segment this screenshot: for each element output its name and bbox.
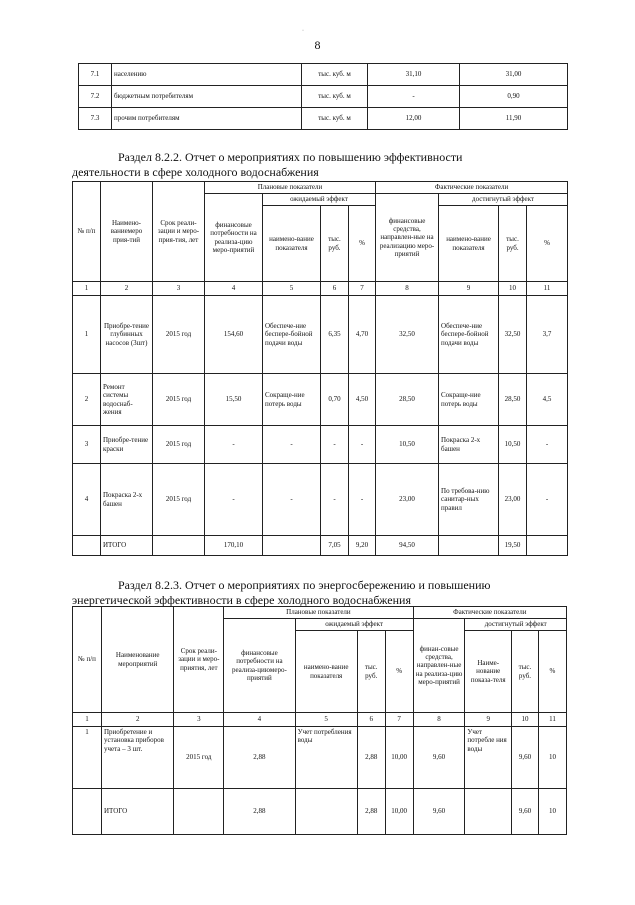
cell: 32,50 <box>376 296 439 374</box>
cell: 9,60 <box>512 789 539 835</box>
table-row <box>79 86 568 108</box>
consumption-table <box>78 63 568 130</box>
cell: Сокраще-ние потерь воды <box>439 374 499 426</box>
header-expected: ожидаемый эффект <box>263 194 376 206</box>
total-label: ИТОГО <box>101 789 173 835</box>
cell: 94,50 <box>376 536 439 556</box>
header-exp-name: наимено-вание показателя <box>295 631 357 713</box>
header-plan-group: Плановые показатели <box>224 607 413 619</box>
col-number: 7 <box>385 713 413 727</box>
header-achieved: достигнутый эффект <box>439 194 568 206</box>
energy-table <box>72 606 567 835</box>
col-number: 10 <box>499 282 527 296</box>
section-823-heading-line2: энергетической эффективности в сфере холодного водоснабжения <box>72 593 411 607</box>
table-row <box>73 464 568 536</box>
cell: 0,70 <box>321 374 349 426</box>
table-row <box>79 108 568 130</box>
header-achieved: достигнутый эффект <box>465 619 567 631</box>
header-fact-fin: финансовые средства, направлен-ные на реализацию меро-приятий <box>376 194 439 282</box>
col-number: 10 <box>512 713 539 727</box>
cell: Приобре-тение краски <box>101 426 153 464</box>
cell: Учет потребле ния воды <box>465 727 512 789</box>
cell <box>174 789 224 835</box>
cell: - <box>349 464 376 536</box>
header-exp-rub: тыс. руб. <box>321 206 349 282</box>
cell: 10 <box>538 727 566 789</box>
header-ach-rub: тыс. руб. <box>512 631 539 713</box>
header-plan-group: Плановые показатели <box>205 182 376 194</box>
header-name: Наименование мероприятий <box>101 607 173 713</box>
cell: 2015 год <box>153 426 205 464</box>
row-plan: - <box>368 86 460 108</box>
cell: - <box>205 426 263 464</box>
row-num: 7.1 <box>79 64 112 86</box>
header-exp-pct: % <box>349 206 376 282</box>
cell: Приобре-тение глубинных насосов (3шт) <box>101 296 153 374</box>
col-number: 11 <box>527 282 568 296</box>
page-number: 8 <box>314 38 321 52</box>
cell: 9,60 <box>413 789 465 835</box>
header-plan-fin: финансовые потребности на реализа-циюмеро-приятий <box>224 619 295 713</box>
cell: 2,88 <box>224 727 295 789</box>
cell: 2,88 <box>357 727 385 789</box>
cell: - <box>321 426 349 464</box>
row-unit: тыс. куб. м <box>302 108 368 130</box>
cell: - <box>349 426 376 464</box>
cell: 4 <box>73 464 101 536</box>
cell: 32,50 <box>499 296 527 374</box>
cell: 10,00 <box>385 789 413 835</box>
row-fact: 0,90 <box>460 86 568 108</box>
cell: Ремонт системы водоснаб-жения <box>101 374 153 426</box>
cell: 10,00 <box>385 727 413 789</box>
column-number-row <box>73 282 568 296</box>
col-number: 8 <box>376 282 439 296</box>
header-num: № п/п <box>73 182 101 282</box>
row-name: прочим потребителям <box>112 108 302 130</box>
cell: Обеспече-ние беспере-бойной подачи воды <box>439 296 499 374</box>
cell: 19,50 <box>499 536 527 556</box>
header-ach-name: наимено-вание показателя <box>439 206 499 282</box>
header-fact-fin: финан-совые средства, направлен-ные на реализа-цию меро-приятий <box>413 619 465 713</box>
header-ach-name: Наиме-нование показа-теля <box>465 631 512 713</box>
col-number: 7 <box>349 282 376 296</box>
row-fact: 11,90 <box>460 108 568 130</box>
col-number: 4 <box>205 282 263 296</box>
cell: 4,70 <box>349 296 376 374</box>
cell: 9,60 <box>413 727 465 789</box>
cell: 2015 год <box>153 374 205 426</box>
cell: 9,60 <box>512 727 539 789</box>
table-row <box>79 64 568 86</box>
header-fact-group: Фактические показатели <box>413 607 566 619</box>
header-exp-name: наимено-вание показателя <box>263 206 321 282</box>
total-row <box>73 536 568 556</box>
col-number: 6 <box>357 713 385 727</box>
cell: - <box>205 464 263 536</box>
cell: 23,00 <box>376 464 439 536</box>
cell: 7,05 <box>321 536 349 556</box>
cell: 23,00 <box>499 464 527 536</box>
cell: - <box>321 464 349 536</box>
col-number: 1 <box>73 282 101 296</box>
cell: 9,20 <box>349 536 376 556</box>
table-row <box>73 727 567 789</box>
section-823-heading: Раздел 8.2.3. Отчет о мероприятиях по энергосбережению и повышению <box>118 578 491 592</box>
row-unit: тыс. куб. м <box>302 86 368 108</box>
cell: Учет потребления воды <box>295 727 357 789</box>
cell: 6,35 <box>321 296 349 374</box>
header-exp-rub: тыс. руб. <box>357 631 385 713</box>
col-number: 9 <box>465 713 512 727</box>
col-number: 3 <box>153 282 205 296</box>
section-822-heading: Раздел 8.2.2. Отчет о мероприятиях по повышению эффективности <box>118 150 463 164</box>
col-number: 3 <box>174 713 224 727</box>
cell: - <box>263 426 321 464</box>
row-plan: 31,10 <box>368 64 460 86</box>
header-expected: ожидаемый эффект <box>295 619 413 631</box>
cell: Сокраще-ние потерь воды <box>263 374 321 426</box>
cell: 4,50 <box>349 374 376 426</box>
table-row <box>73 296 568 374</box>
header-name: Наимено-ваниемеро прия-тий <box>101 182 153 282</box>
cell <box>263 536 321 556</box>
cell: 4,5 <box>527 374 568 426</box>
col-number: 5 <box>295 713 357 727</box>
cell: Обеспече-ние беспере-бойной подачи воды <box>263 296 321 374</box>
header-term: Срок реали-зации и меро-приятия, лет <box>174 607 224 713</box>
cell: Покраска 2-х башен <box>439 426 499 464</box>
cell: 3 <box>73 426 101 464</box>
col-number: 2 <box>101 282 153 296</box>
col-number: 6 <box>321 282 349 296</box>
cell: - <box>263 464 321 536</box>
cell: Покраска 2-х башен <box>101 464 153 536</box>
header-ach-rub: тыс. руб. <box>499 206 527 282</box>
cell <box>439 536 499 556</box>
cell: 3,7 <box>527 296 568 374</box>
row-plan: 12,00 <box>368 108 460 130</box>
row-fact: 31,00 <box>460 64 568 86</box>
cell: 2 <box>73 374 101 426</box>
cell: 15,50 <box>205 374 263 426</box>
header-ach-pct: % <box>527 206 568 282</box>
row-name: населению <box>112 64 302 86</box>
cell: 1 <box>73 296 101 374</box>
cell: 2015 год <box>153 464 205 536</box>
cell: 10,50 <box>376 426 439 464</box>
header-term: Срок реали-зации и меро-прия-тия, лет <box>153 182 205 282</box>
cell: 2015 год <box>174 727 224 789</box>
table-row <box>73 426 568 464</box>
cell: - <box>527 426 568 464</box>
cell: 28,50 <box>376 374 439 426</box>
cell: 2,88 <box>224 789 295 835</box>
total-label: ИТОГО <box>101 536 153 556</box>
cell: Приобретение и установка приборов учета – 3 шт. <box>101 727 173 789</box>
row-num: 7.3 <box>79 108 112 130</box>
col-number: 8 <box>413 713 465 727</box>
cell: 10,50 <box>499 426 527 464</box>
cell <box>153 536 205 556</box>
header-plan-fin: финансовые потребности на реализа-цию меро-приятий <box>205 194 263 282</box>
cell: 2,88 <box>357 789 385 835</box>
header-exp-pct: % <box>385 631 413 713</box>
row-name: бюджетным потребителям <box>112 86 302 108</box>
cell: 170,10 <box>205 536 263 556</box>
header-ach-pct: % <box>538 631 566 713</box>
cell: 2015 год <box>153 296 205 374</box>
table-row <box>73 374 568 426</box>
scan-mark: · <box>302 28 304 34</box>
section-822-heading-line2: деятельности в сфере холодного водоснабжения <box>72 165 319 179</box>
cell: - <box>527 464 568 536</box>
cell: По требова-нию санитар-ных правил <box>439 464 499 536</box>
col-number: 2 <box>101 713 173 727</box>
total-row <box>73 789 567 835</box>
col-number: 9 <box>439 282 499 296</box>
cell: 154,60 <box>205 296 263 374</box>
col-number: 1 <box>73 713 102 727</box>
column-number-row <box>73 713 567 727</box>
cell: 28,50 <box>499 374 527 426</box>
cell <box>465 789 512 835</box>
efficiency-table <box>72 181 568 556</box>
col-number: 11 <box>538 713 566 727</box>
col-number: 4 <box>224 713 295 727</box>
cell <box>73 789 102 835</box>
row-unit: тыс. куб. м <box>302 64 368 86</box>
cell <box>73 536 101 556</box>
col-number: 5 <box>263 282 321 296</box>
row-num: 7.2 <box>79 86 112 108</box>
header-num: № п/п <box>73 607 102 713</box>
header-fact-group: Фактические показатели <box>376 182 568 194</box>
cell: 1 <box>73 727 102 789</box>
cell <box>295 789 357 835</box>
cell: 10 <box>538 789 566 835</box>
cell <box>527 536 568 556</box>
